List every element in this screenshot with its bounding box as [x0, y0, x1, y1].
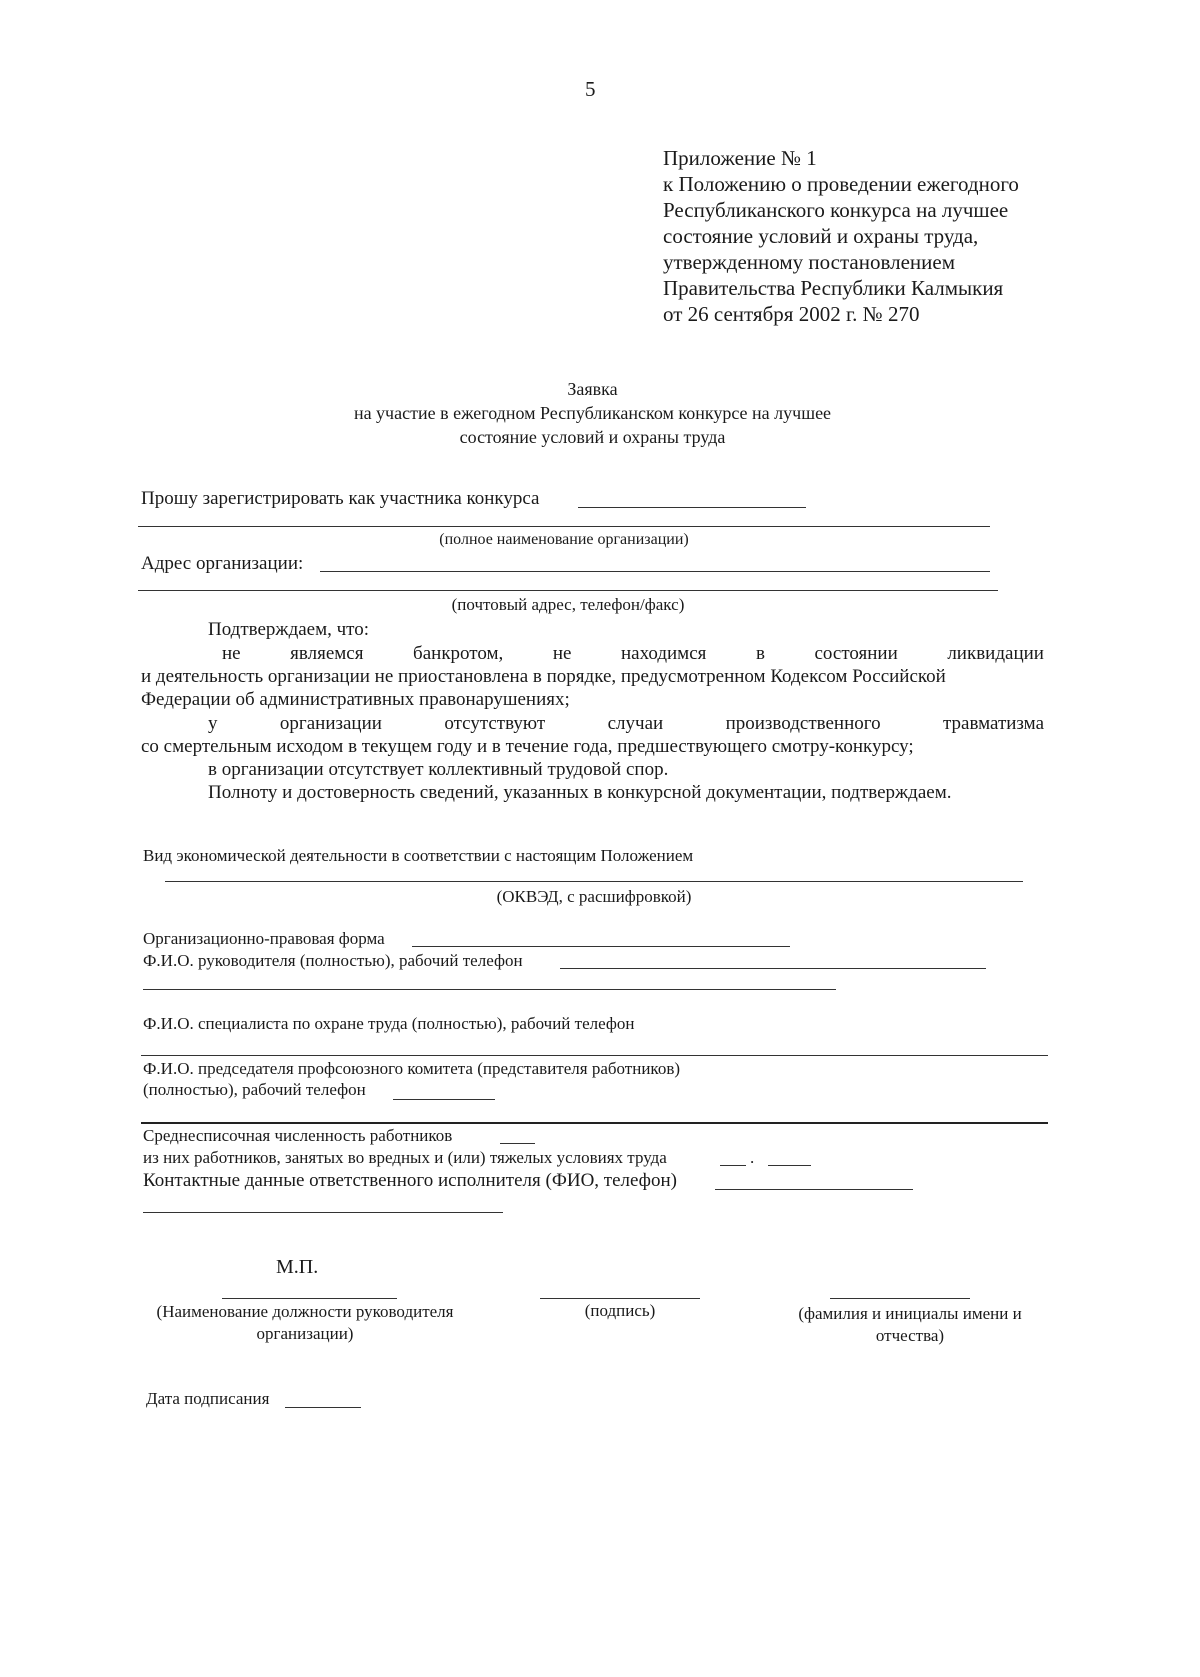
appendix-title: Приложение № 1: [663, 146, 817, 170]
word: не: [552, 643, 572, 664]
word: производственного: [725, 713, 881, 734]
para1-line2: и деятельность организации не приостановлена в порядке, предусмотренном Кодексом Российской: [141, 666, 946, 687]
position-caption: [140, 1301, 470, 1345]
union-line1: Ф.И.О. председателя профсоюзного комитета (представителя работников): [143, 1059, 681, 1078]
org-name-field[interactable]: [138, 526, 990, 527]
head-field-line2[interactable]: [143, 989, 836, 990]
position-caption-line: организации): [256, 1324, 354, 1343]
full-name-caption-line: отчества): [875, 1326, 945, 1345]
application-heading: [300, 377, 885, 449]
para4: Полноту и достоверность сведений, указанных в конкурсной документации, подтверждаем.: [208, 782, 952, 803]
word: у: [208, 713, 218, 734]
word: состоянии: [814, 643, 898, 664]
appendix-block: [663, 145, 1019, 327]
harmful-count-field[interactable]: [720, 1165, 746, 1166]
word: не: [222, 643, 241, 664]
address-field[interactable]: [320, 571, 990, 572]
word: ликвидации: [947, 643, 1044, 664]
appendix-line: состояние условий и охраны труда,: [663, 224, 979, 248]
union-field[interactable]: [141, 1122, 1048, 1124]
word: в: [755, 643, 765, 664]
word: организации: [279, 713, 382, 734]
para2-line1: [208, 713, 1044, 735]
register-text: Прошу зарегистрировать как участника конкурса: [141, 488, 540, 509]
headcount-field[interactable]: [500, 1143, 535, 1144]
word: отсутствуют: [444, 713, 546, 734]
heading-line: состояние условий и охраны труда: [459, 427, 726, 447]
union-phone-field[interactable]: [393, 1099, 495, 1100]
address-field-line2[interactable]: [138, 590, 998, 591]
contact-label: Контактные данные ответственного исполнителя (ФИО, телефон): [143, 1170, 677, 1191]
heading-line: на участие в ежегодном Республиканском конкурсе на лучшее: [353, 403, 832, 423]
stamp-placeholder: М.П.: [276, 1256, 319, 1278]
address-label: Адрес организации:: [141, 553, 304, 574]
appendix-line: утвержденному постановлением: [663, 250, 956, 274]
address-caption: (почтовый адрес, телефон/факс): [451, 595, 685, 614]
position-caption-line: (Наименование должности руководителя: [156, 1302, 454, 1321]
safety-label: Ф.И.О. специалиста по охране труда (полностью), рабочий телефон: [143, 1014, 635, 1033]
full-name-caption: [780, 1303, 1040, 1347]
harmful-sep: .: [750, 1148, 755, 1167]
signature-caption: (подпись): [584, 1301, 656, 1320]
word: являемся: [290, 643, 364, 664]
full-name-caption-line: (фамилия и инициалы имени и: [798, 1304, 1022, 1323]
appendix-line: Республиканского конкурса на лучшее: [663, 198, 1009, 222]
para3: в организации отсутствует коллективный трудовой спор.: [208, 759, 669, 780]
para2-line2: со смертельным исходом в текущем году и в течение года, предшествующего смотру-конкурсу;: [141, 736, 914, 757]
confirm-intro: Подтверждаем, что:: [208, 619, 370, 640]
word: травматизма: [943, 713, 1044, 734]
page-number: 5: [585, 77, 596, 101]
position-field[interactable]: [222, 1298, 397, 1299]
date-field[interactable]: [285, 1407, 361, 1408]
union-line2: (полностью), рабочий телефон: [143, 1080, 366, 1099]
word: банкротом,: [413, 643, 504, 664]
org-name-caption: (полное наименование организации): [439, 531, 689, 548]
contact-field[interactable]: [715, 1189, 913, 1190]
para1-line3: Федерации об административных правонарушениях;: [141, 689, 570, 710]
appendix-line: Правительства Республики Калмыкия: [663, 276, 1004, 300]
signature-field[interactable]: [540, 1298, 700, 1299]
activity-caption: (ОКВЭД, с расшифровкой): [496, 887, 692, 906]
headcount-label: Среднесписочная численность работников: [143, 1126, 453, 1145]
contact-field-line2[interactable]: [143, 1212, 503, 1213]
legal-form-field[interactable]: [412, 946, 790, 947]
activity-label: Вид экономической деятельности в соответствии с настоящим Положением: [143, 846, 694, 865]
full-name-field[interactable]: [830, 1298, 970, 1299]
para1-line1: [222, 643, 1044, 665]
appendix-line: от 26 сентября 2002 г. № 270: [663, 302, 920, 326]
word: находимся: [621, 643, 707, 664]
harmful-label: из них работников, занятых во вредных и (или) тяжелых условиях труда: [143, 1148, 667, 1167]
appendix-line: к Положению о проведении ежегодного: [663, 172, 1019, 196]
legal-form-label: Организационно-правовая форма: [143, 929, 385, 948]
participant-name-field[interactable]: [578, 507, 806, 508]
heading-title: Заявка: [567, 379, 618, 399]
safety-field[interactable]: [141, 1055, 1048, 1056]
head-label: Ф.И.О. руководителя (полностью), рабочий телефон: [143, 951, 523, 970]
activity-field[interactable]: [165, 881, 1023, 882]
date-label: Дата подписания: [146, 1389, 270, 1408]
harmful-percent-field[interactable]: [768, 1165, 811, 1166]
head-field[interactable]: [560, 968, 986, 969]
word: случаи: [607, 713, 664, 734]
